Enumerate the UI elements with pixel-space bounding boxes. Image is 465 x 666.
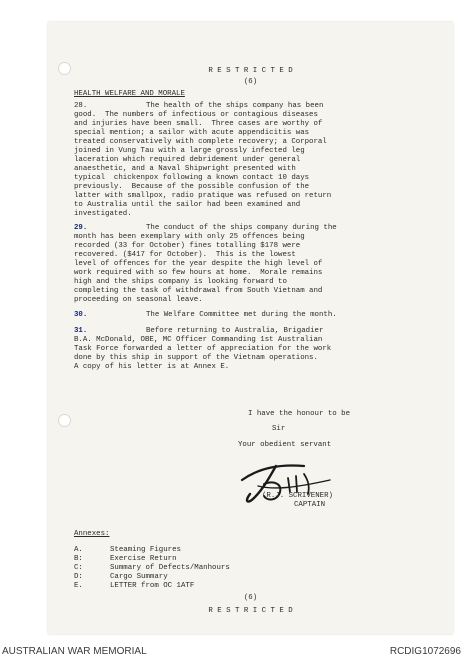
para-line: completing the task of withdrawal from South Vietnam and: [74, 287, 323, 295]
paragraph-number: 31.: [74, 327, 88, 335]
annex-text: Cargo Summary: [110, 573, 168, 581]
para-line: B.A. McDonald, OBE, MC Officer Commanding 1st Australian: [74, 336, 323, 344]
paragraph-number: 28.: [74, 102, 88, 110]
para-line: The Welfare Committee met during the month.: [146, 311, 337, 319]
para-line: recovered. ($417 for October). This is the lowest: [74, 251, 296, 259]
classification-bottom: R E S T R I C T E D: [208, 607, 293, 615]
para-line: level of offences for the year despite the high level of: [74, 260, 323, 268]
para-line: joined in Vung Tau with a large grossly infected leg: [74, 147, 305, 155]
para-line: Before returning to Australia, Brigadier: [146, 327, 324, 335]
document-page: [48, 22, 453, 634]
closing-honour: I have the honour to be: [248, 410, 351, 418]
paragraph-number: 29.: [74, 224, 88, 232]
para-line: done by this ship in support of the Vietnam operations.: [74, 354, 318, 362]
archive-name: AUSTRALIAN WAR MEMORIAL: [2, 646, 147, 657]
annex-text: Steaming Figures: [110, 546, 181, 554]
para-line: proceeding on seasonal leave.: [74, 296, 203, 304]
annex-letter: E.: [74, 582, 83, 590]
para-line: previously. Because of the possible confusion of the: [74, 183, 310, 191]
para-line: and injuries have been small. Three cases are worthy of: [74, 120, 323, 128]
annexes-title: Annexes:: [74, 530, 110, 538]
para-line: Task Force forwarded a letter of appreciation for the work: [74, 345, 332, 353]
archive-id: RCDIG1072696: [389, 646, 461, 657]
annex-text: Exercise Return: [110, 555, 177, 563]
para-line: work required with so few hours at home. Morale remains: [74, 269, 323, 277]
para-line: to Australia until the sailor had been examined and: [74, 201, 301, 209]
annex-text: LETTER from OC 1ATF: [110, 582, 195, 590]
page-number-bottom: (6): [243, 594, 258, 602]
archive-footer: [0, 640, 465, 666]
para-line: latter with smallpox, radio pratique was refused on return: [74, 192, 332, 200]
para-line: investigated.: [74, 210, 132, 218]
annex-letter: B:: [74, 555, 83, 563]
para-line: typical chickenpox following a known contact 10 days: [74, 174, 310, 182]
paragraph-number: 30.: [74, 311, 88, 319]
para-line: high and the ships company is looking forward to: [74, 278, 287, 286]
section-title: HEALTH WELFARE AND MORALE: [74, 90, 185, 98]
punch-hole: [58, 414, 71, 427]
para-line: The conduct of the ships company during the: [146, 224, 337, 232]
para-line: A copy of his letter is at Annex E.: [74, 363, 230, 371]
closing-salutation: Sir: [272, 425, 286, 433]
para-line: recorded (33 for October) fines totalling $178 were: [74, 242, 301, 250]
annex-letter: D:: [74, 573, 83, 581]
classification-top: R E S T R I C T E D: [208, 67, 293, 75]
signatory-rank: CAPTAIN: [294, 501, 326, 509]
signatory-name: (R.J. SCRIVENER): [262, 492, 333, 500]
page-number-top: (6): [243, 78, 258, 86]
closing-servant: Your obedient servant: [238, 441, 332, 449]
para-line: anaesthetic, and a Naval Shipwright presented with: [74, 165, 296, 173]
para-line: good. The numbers of infectious or contagious diseases: [74, 111, 318, 119]
annex-letter: A.: [74, 546, 83, 554]
para-line: treated conservatively with complete recovery; a Corporal: [74, 138, 327, 146]
para-line: laceration which required debridement under general: [74, 156, 301, 164]
para-line: The health of the ships company has been: [146, 102, 324, 110]
annex-text: Summary of Defects/Manhours: [110, 564, 230, 572]
para-line: special mention; a sailor with acute appendicitis was: [74, 129, 310, 137]
annex-letter: C:: [74, 564, 83, 572]
para-line: month has been exemplary with only 25 offences being: [74, 233, 305, 241]
